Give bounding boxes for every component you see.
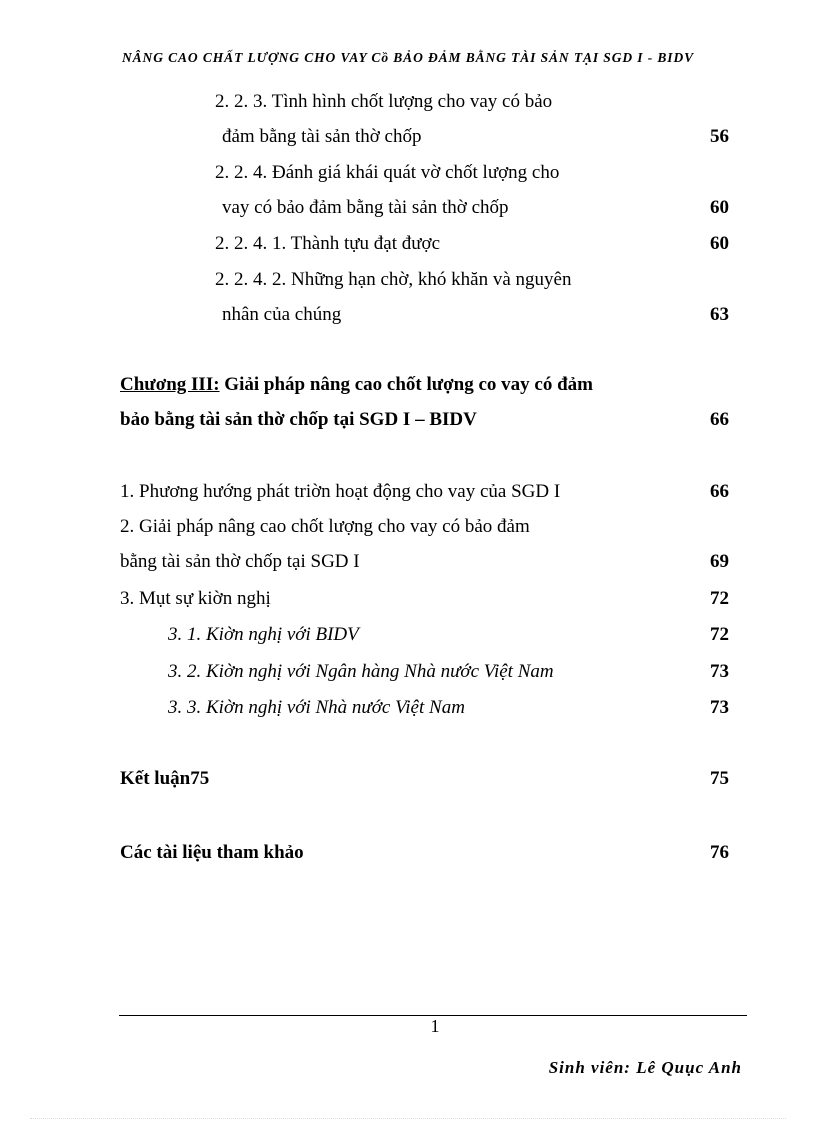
toc-entry-2-2-3-line2: đảm bằng tài sản thờ chốp (222, 126, 422, 147)
page-number: 1 (430, 1016, 440, 1036)
toc-entry-2-2-4-2-line2: nhân của chúng (222, 304, 342, 325)
toc-entry-2-2-4-line1: 2. 2. 4. Đánh giá khái quát vờ chốt lượng cho (215, 162, 560, 183)
toc-page-number: 76 (710, 842, 729, 863)
toc-entry-2-2-3-line1: 2. 2. 3. Tình hình chốt lượng cho vay có bảo (215, 91, 553, 112)
toc-section-2-line2: bằng tài sản thờ chốp tại SGD I (120, 551, 360, 572)
chapter-title: Giải pháp nâng cao chốt lượng co vay có đảm (219, 374, 594, 395)
toc-page-number: 66 (710, 409, 729, 430)
toc-chapter-3-line2: bảo bằng tài sản thờ chốp tại SGD I – BIDV (120, 409, 477, 430)
toc-page-number: 60 (710, 197, 729, 218)
toc-page-number: 75 (710, 768, 729, 789)
toc-chapter-3-line1 (120, 373, 593, 397)
toc-page-number: 63 (710, 304, 729, 325)
running-header: NÂNG CAO CHẤT LƯỢNG CHO VAY Cồ BẢO ĐẢM BẰNG TÀI SẢN TẠI SGD I - BIDV (122, 50, 694, 65)
toc-section-3-3: 3. 3. Kiờn nghị với Nhà nước Việt Nam (168, 697, 465, 718)
toc-page-number: 72 (710, 624, 729, 645)
toc-entry-2-2-4-2-line1: 2. 2. 4. 2. Những hạn chờ, khó khăn và nguyên (215, 269, 572, 290)
toc-page-number: 66 (710, 481, 729, 502)
toc-references: Các tài liệu tham khảo (120, 842, 304, 863)
toc-section-3-1: 3. 1. Kiờn nghị với BIDV (168, 624, 359, 645)
page-bottom-edge (30, 1118, 786, 1119)
toc-section-1: 1. Phương hướng phát triờn hoạt động cho vay của SGD I (120, 481, 561, 502)
chapter-label: Chương III: (120, 374, 220, 395)
toc-page-number: 73 (710, 697, 729, 718)
toc-page-number: 73 (710, 661, 729, 682)
toc-section-3: 3. Mụt sự kiờn nghị (120, 588, 271, 609)
toc-section-3-2: 3. 2. Kiờn nghị với Ngân hàng Nhà nước Việt Nam (168, 661, 554, 682)
toc-conclusion: Kết luận75 (120, 768, 210, 789)
toc-page-number: 69 (710, 551, 729, 572)
toc-entry-2-2-4-1: 2. 2. 4. 1. Thành tựu đạt được (215, 233, 441, 254)
toc-page-number: 72 (710, 588, 729, 609)
student-signature-line: Sinh viên: Lê Quục Anh (548, 1058, 742, 1077)
toc-entry-2-2-4-line2: vay có bảo đảm bằng tài sản thờ chốp (222, 197, 509, 218)
toc-section-2-line1: 2. Giải pháp nâng cao chốt lượng cho vay có bảo đảm (120, 516, 530, 537)
toc-page-number: 60 (710, 233, 729, 254)
toc-page-number: 56 (710, 126, 729, 147)
